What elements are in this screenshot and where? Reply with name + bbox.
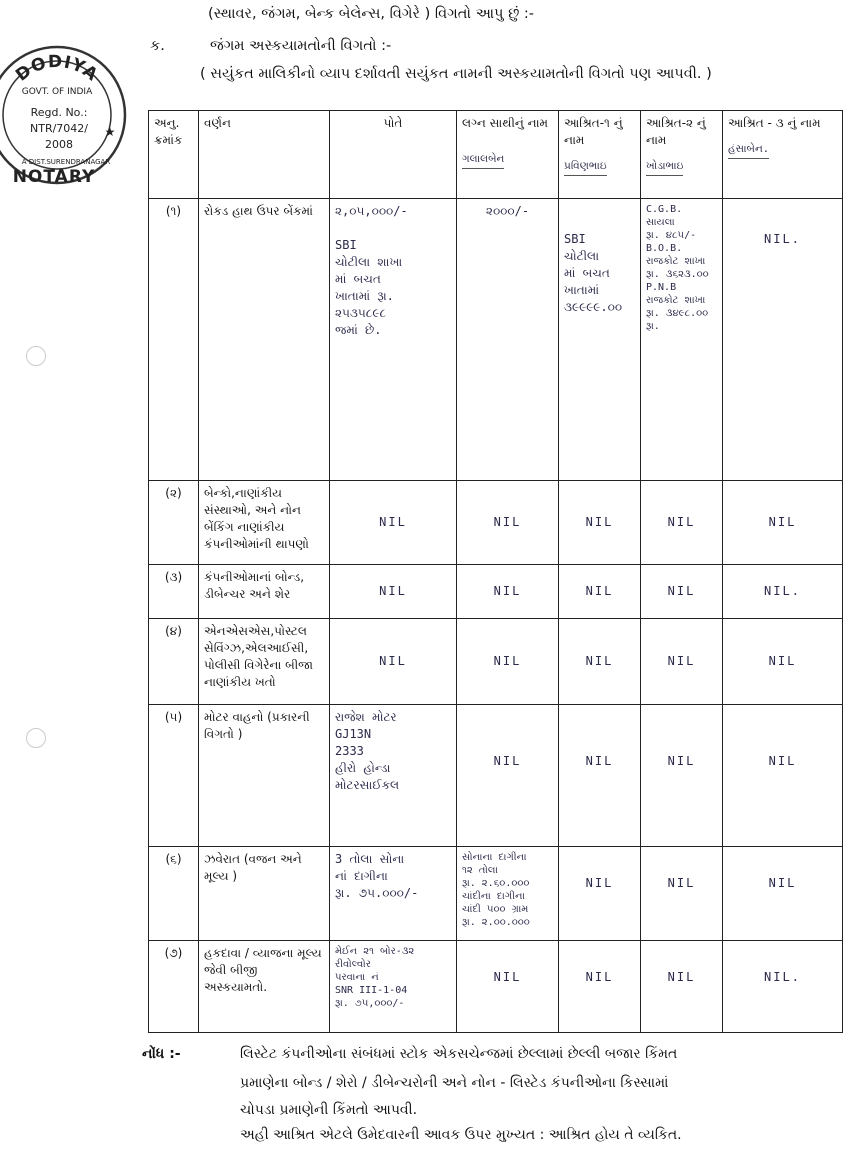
section-letter: ક. (150, 38, 165, 54)
cell-dependent-3: NIL. (723, 941, 843, 1033)
row-description: હકદાવા / વ્યાજના મૂલ્ય જેવી બીજી અસ્કયામતો. (199, 941, 330, 1033)
cell-dependent-3: NIL (723, 847, 843, 941)
row-description: ઝવેરાત (વજન અને મૂલ્ય ) (199, 847, 330, 941)
cell-dependent-2: NIL (641, 619, 723, 705)
stamp-number: NTR/7042/ (30, 122, 88, 135)
header-dependent-3-name: હંસાબેન. (728, 141, 769, 159)
table-row (149, 565, 843, 619)
cell-spouse: NIL (457, 619, 559, 705)
punch-hole (26, 346, 46, 366)
cell-dependent-3: NIL. (723, 199, 843, 481)
cell-spouse: NIL (457, 481, 559, 565)
stamp-year: 2008 (45, 138, 73, 151)
header-dependent-1 (559, 111, 641, 199)
punch-hole (26, 728, 46, 748)
table-row (149, 481, 843, 565)
cell-dependent-1: NIL (559, 619, 641, 705)
cell-dependent-3: NIL (723, 619, 843, 705)
section-title: જંગમ અસ્કયામતોની વિગતો :- (210, 38, 392, 54)
row-description: કંપનીઓમાનાં બોન્ડ, ડીબેન્ચર અને શેર (199, 565, 330, 619)
row-description: એનએસએસ,પોસ્ટલ સેવિંગ્ઝ,એલઆઈસી, પોલીસી વિગેરેના બીજા નાણાંકીય ખતો (199, 619, 330, 705)
header-description: વર્ણન (199, 111, 330, 199)
stamp-name: DODIYA (12, 51, 102, 86)
notary-stamp (0, 44, 128, 186)
cell-dependent-3: NIL. (723, 565, 843, 619)
note-label: નોંધ :- (142, 1046, 181, 1062)
note-line-4: અહી આશ્રિત એટલે ઉમેદવારની આવક ઉપર મુખ્યત : આશ્રિત હોય તે વ્યકિત. (240, 1127, 682, 1143)
cell-self: NIL (330, 565, 457, 619)
table-row (149, 199, 843, 481)
cell-dependent-2: NIL (641, 481, 723, 565)
header-dependent-2-name: ખોડાભાઇ (646, 158, 683, 176)
section-subtitle: ( સયુંકત માલિકીનો વ્યાપ દર્શાવતી સયુંકત નામની અસ્કયામતોની વિગતો પણ આપવી. ) (200, 66, 712, 82)
table-row (149, 847, 843, 941)
cell-self: 3 તોલા સોના નાં દાગીના રૂા. ૭૫.૦૦૦/- (330, 847, 457, 941)
stamp-regd: Regd. No.: (30, 106, 88, 119)
svg-text:DODIYA (12, 52, 102, 86)
cell-self: NIL (330, 481, 457, 565)
row-serial: (૫) (149, 705, 199, 847)
row-description: મોટર વાહનો (પ્રકારની વિગતો ) (199, 705, 330, 847)
cell-dependent-1: NIL (559, 847, 641, 941)
stamp-title: NOTARY (12, 167, 96, 186)
cell-dependent-3: NIL (723, 705, 843, 847)
cell-dependent-2: NIL (641, 847, 723, 941)
row-serial: (૩) (149, 565, 199, 619)
cell-self: NIL (330, 619, 457, 705)
cell-dependent-2: C.G.B. સાયલા રૂા. ૪૮૫/- B.O.B. રાજકોટ શાખા રૂા. ૩૬૨૩.૦૦ P.N.B રાજકોટ શાખા રૂા. ૩૪૯૮.૦૦ રૂા. (641, 199, 723, 481)
note-line-2: પ્રમાણેના બોન્ડ / શેરો / ડીબેન્ચરોની અને નોન - લિસ્ટેડ કંપનીઓના કિસ્સામાં (240, 1075, 669, 1091)
cell-dependent-3: NIL (723, 481, 843, 565)
stamp-arc-text: GOVT. OF INDIA (21, 87, 93, 97)
cell-spouse: NIL (457, 941, 559, 1033)
header-spouse-label: લગ્ન સાથીનું નામ (462, 116, 548, 130)
cell-dependent-2: NIL (641, 941, 723, 1033)
table-row (149, 941, 843, 1033)
table-row (149, 619, 843, 705)
header-spouse (457, 111, 559, 199)
header-dependent-2-label: આશ્રિત-૨ નું નામ (646, 116, 706, 147)
row-serial: (૨) (149, 481, 199, 565)
cell-spouse: સોનાના દાગીના ૧૨ તોલા રૂા. ૨.૬૦.૦૦૦ ચાંદીના દાગીના ચાંદી ૫૦૦ ગ્રામ રૂા. ૨.૦૦.૦૦૦ (457, 847, 559, 941)
header-dependent-2 (641, 111, 723, 199)
cell-dependent-1: SBI ચોટીલા માં બચત ખાતામાં ૩૯૯૯૯.૦૦ (559, 199, 641, 481)
cell-dependent-2: NIL (641, 705, 723, 847)
row-serial: (૬) (149, 847, 199, 941)
cell-spouse: NIL (457, 705, 559, 847)
cell-dependent-1: NIL (559, 565, 641, 619)
cell-self: રાજેશ મોટર GJ13N 2333 હીરો હોન્ડા મોટરસાઈકલ (330, 705, 457, 847)
cell-dependent-1: NIL (559, 705, 641, 847)
row-description: બેન્કો,નાણાંકીય સંસ્થાઓ, અને નોન બેંકિંગ નાણાંકીય કંપનીઓમાંની થાપણો (199, 481, 330, 565)
assets-table (148, 110, 843, 1033)
note-line-3: ચોપડા પ્રમાણેની કિંમતો આપવી. (240, 1102, 418, 1118)
star-icon: ★ (104, 125, 116, 139)
cell-dependent-2: NIL (641, 565, 723, 619)
row-serial: (૭) (149, 941, 199, 1033)
header-dependent-3-label: આશ્રિત - ૩ નું નામ (728, 116, 821, 130)
cell-dependent-1: NIL (559, 481, 641, 565)
header-dependent-3 (723, 111, 843, 199)
cell-spouse: NIL (457, 565, 559, 619)
heading-line-1: (સ્થાવર, જંગમ, બેન્ક બેલેન્સ, વિગેરે ) વિગતો આપુ છું :- (208, 6, 535, 22)
cell-spouse: ૨૦૦૦/- (457, 199, 559, 481)
cell-self: ૨,૦૫,૦૦૦/- SBI ચોટીલા શાખા માં બચત ખાતામાં રૂા. ૨૫૩૫૮૯૮ જમાં છે. (330, 199, 457, 481)
note-line-1: લિસ્ટેટ કંપનીઓના સંબંધમાં સ્ટોક એકસચેન્જમાં છેલ્લામાં છેલ્લી બજાર કિંમત (240, 1046, 678, 1062)
row-description: રોકડ હાથ ઉપર બેંકમાં (199, 199, 330, 481)
row-serial: (૪) (149, 619, 199, 705)
header-dependent-1-name: પ્રવિણભાઇ (564, 158, 607, 176)
cell-self: મેઈન ૨૧ બોર-૩૨ રીવોલ્વોર પરવાના નં SNR III-1-04 રૂા. ૭૫,૦૦૦/- (330, 941, 457, 1033)
header-spouse-name: ગલાલબેન (462, 151, 504, 169)
table-header-row (149, 111, 843, 199)
table-row (149, 705, 843, 847)
stamp-district: A DIST.SURENDRANAGAR (21, 158, 111, 166)
cell-dependent-1: NIL (559, 941, 641, 1033)
header-dependent-1-label: આશ્રિત-૧ નું નામ (564, 116, 623, 147)
header-self: પોતે (330, 111, 457, 199)
header-serial: અનુ. ક્રમાંક (149, 111, 199, 199)
row-serial: (૧) (149, 199, 199, 481)
